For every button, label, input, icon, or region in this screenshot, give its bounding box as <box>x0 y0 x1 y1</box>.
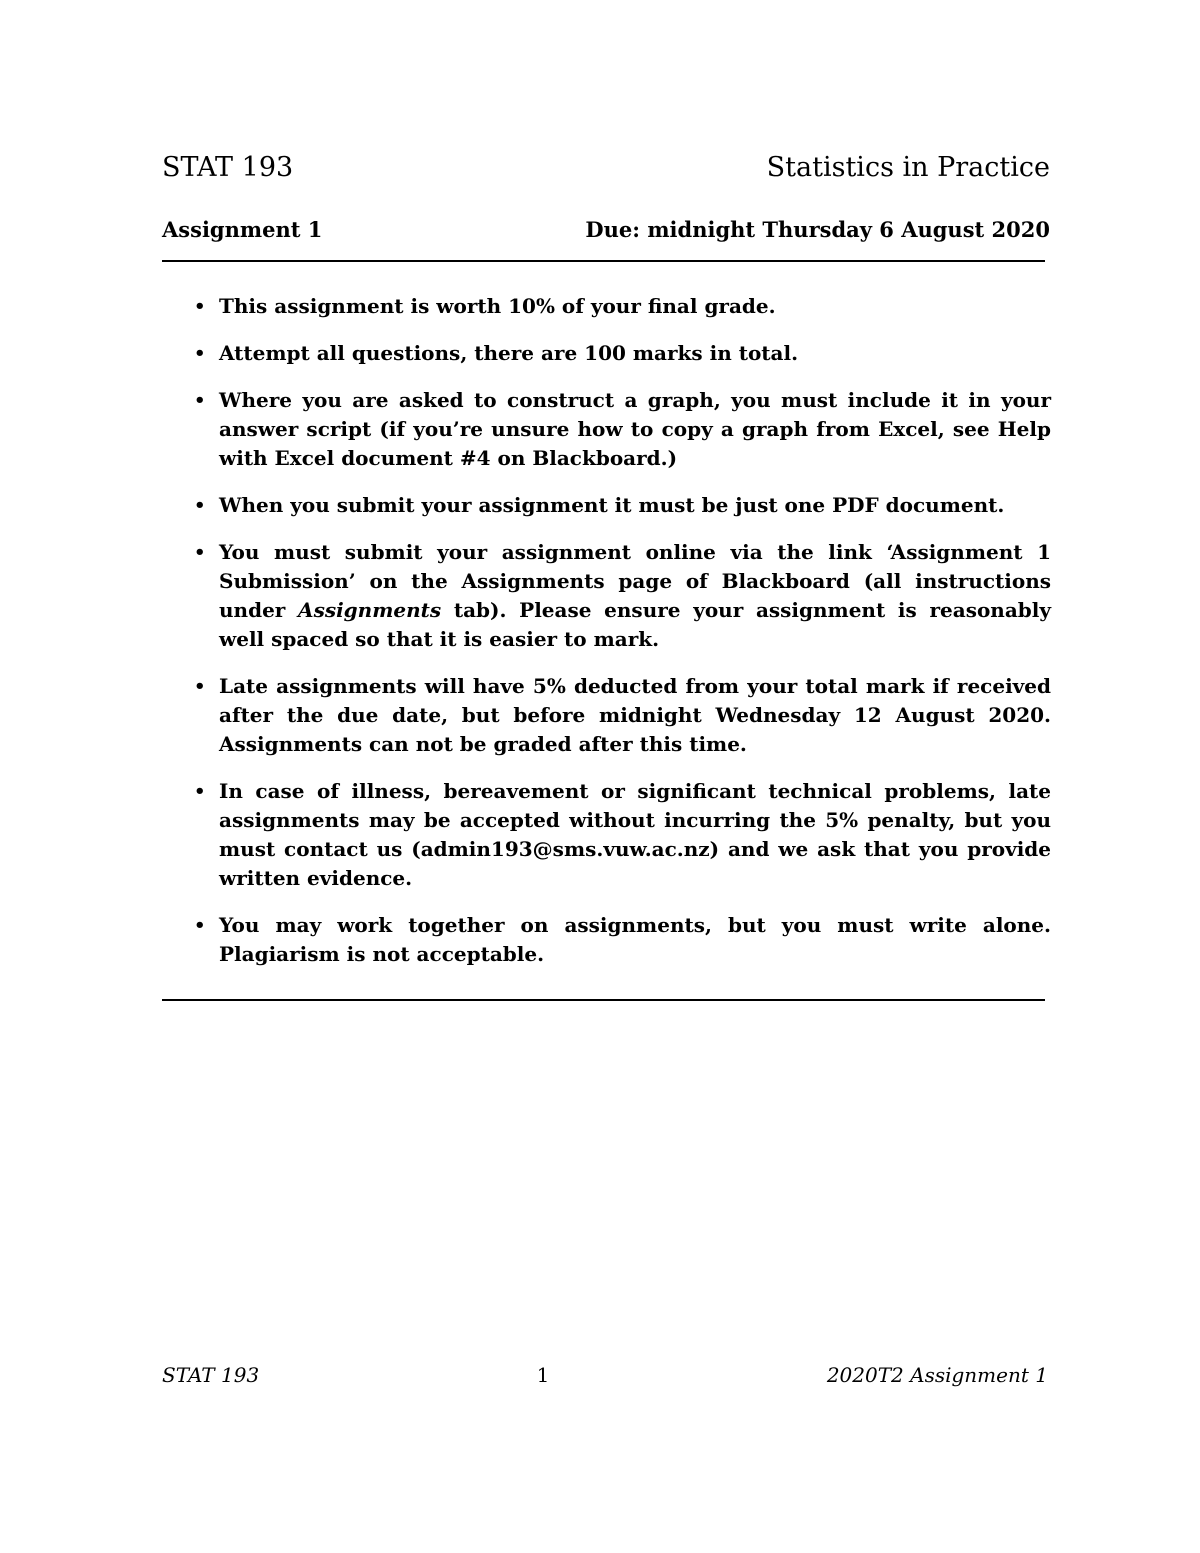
list-item-text-part: tab). Please ensure your assignment is reasonably well spaced so that it is easier to mark. <box>219 598 1052 651</box>
footer-course-code: STAT 193 <box>162 1363 260 1387</box>
list-item <box>194 777 1051 893</box>
bottom-divider <box>162 999 1045 1001</box>
footer-assignment: 2020T2 Assignment 1 <box>826 1363 1048 1387</box>
list-item <box>194 386 1051 473</box>
header-sub-row <box>162 217 1050 242</box>
assignments-tab-emphasis: Assignments <box>298 598 442 622</box>
top-divider <box>162 260 1045 262</box>
list-item <box>194 911 1051 969</box>
list-item-text: Attempt all questions, there are 100 marks in total. <box>219 341 799 365</box>
page-footer <box>162 1363 1048 1387</box>
list-item-text-part: You must submit your assignment online via the link ‘Assignment 1 Submission’ on the Assignments page of Blackboard (all instructions under <box>219 540 1051 622</box>
bullet-icon: • <box>194 542 206 563</box>
bullet-icon: • <box>194 390 206 411</box>
bullet-icon: • <box>194 296 206 317</box>
list-item <box>194 491 1051 520</box>
bullet-icon: • <box>194 915 206 936</box>
course-title: Statistics in Practice <box>766 152 1050 183</box>
header-title-row <box>162 152 1050 183</box>
list-item-text: When you submit your assignment it must be just one PDF document. <box>219 493 1005 517</box>
course-code: STAT 193 <box>162 152 294 183</box>
list-item <box>194 672 1051 759</box>
bullet-icon: • <box>194 781 206 802</box>
bullet-icon: • <box>194 676 206 697</box>
list-item <box>194 292 1051 321</box>
assignment-label: Assignment 1 <box>162 217 323 242</box>
list-item-text: Where you are asked to construct a graph, you must include it in your answer script (if you’re unsure how to copy a graph from Excel, see Help with Excel document #4 on Blackboard.) <box>219 388 1051 470</box>
bullet-icon: • <box>194 495 206 516</box>
page-number: 1 <box>536 1363 550 1387</box>
list-item <box>194 538 1051 654</box>
list-item-text: In case of illness, bereavement or significant technical problems, late assignments may be accepted without incurring the 5% penalty, but you must contact us (admin193@sms.vuw.ac.nz) and we ask that you provide written evidence. <box>219 779 1051 890</box>
list-item-text: This assignment is worth 10% of your final grade. <box>219 294 776 318</box>
due-date: Due: midnight Thursday 6 August 2020 <box>585 217 1050 242</box>
list-item-text <box>219 540 1051 651</box>
instruction-list <box>194 292 1051 987</box>
list-item-text: You may work together on assignments, but you must write alone. Plagiarism is not acceptable. <box>219 913 1051 966</box>
list-item <box>194 339 1051 368</box>
list-item-text: Late assignments will have 5% deducted from your total mark if received after the due date, but before midnight Wednesday 12 August 2020. Assignments can not be graded after this time. <box>219 674 1051 756</box>
bullet-icon: • <box>194 343 206 364</box>
